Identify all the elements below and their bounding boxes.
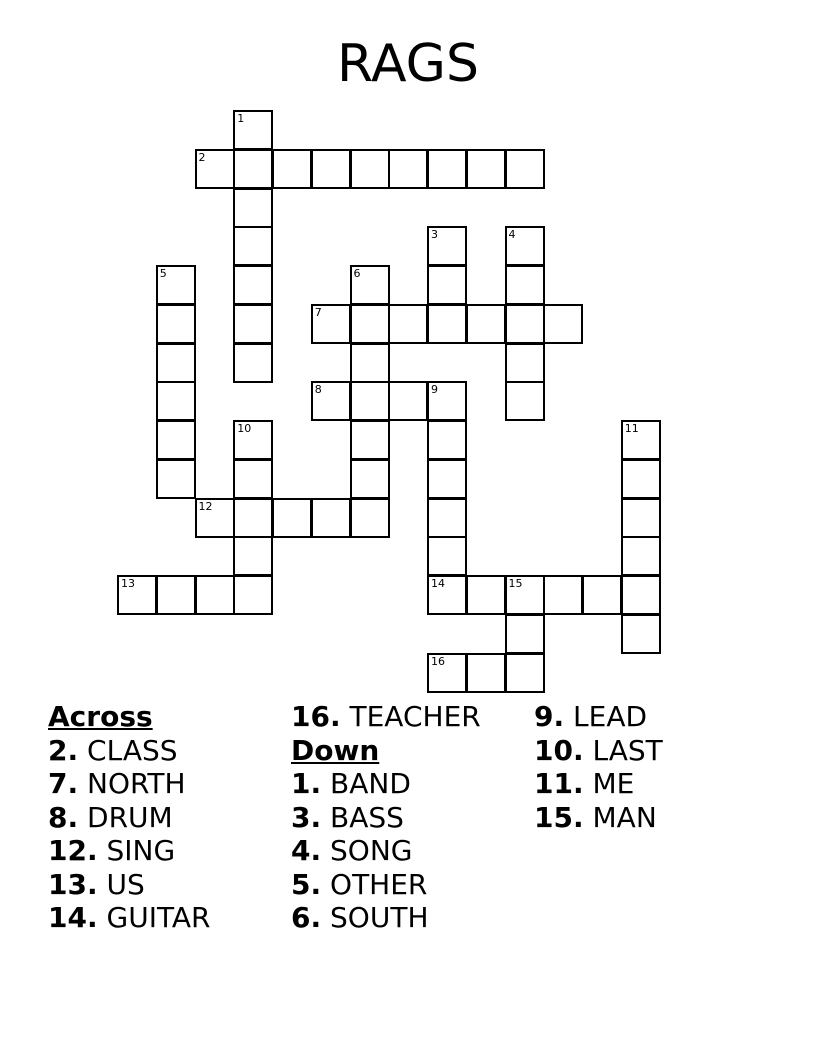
grid-cell[interactable] — [350, 420, 390, 460]
cell-number: 16 — [431, 654, 445, 668]
clue-number: 11. — [534, 767, 584, 800]
clue-across-7 — [48, 767, 288, 801]
clue-text: BAND — [330, 767, 411, 800]
grid-cell[interactable] — [233, 536, 273, 576]
grid-cell[interactable] — [505, 265, 545, 305]
clue-column-2 — [291, 700, 531, 935]
grid-cell[interactable] — [156, 420, 196, 460]
grid-cell[interactable] — [388, 381, 428, 421]
cell-number: 14 — [431, 577, 445, 590]
clue-down-9 — [534, 700, 774, 734]
grid-cell[interactable] — [621, 575, 661, 615]
grid-cell[interactable] — [466, 149, 506, 189]
grid-cell[interactable] — [156, 459, 196, 499]
clue-text: OTHER — [330, 867, 428, 901]
grid-cell[interactable] — [427, 304, 467, 344]
grid-cell[interactable] — [621, 614, 661, 654]
clue-text: GUITAR — [106, 901, 211, 934]
grid-cell[interactable] — [427, 575, 467, 615]
grid-cell[interactable] — [621, 498, 661, 538]
grid-cell[interactable] — [233, 459, 273, 499]
grid-cell[interactable] — [311, 304, 351, 344]
clue-text: ME — [592, 767, 635, 800]
grid-cell[interactable] — [582, 575, 622, 615]
clue-number: 2. — [48, 733, 79, 767]
clue-number: 13. — [48, 867, 98, 901]
grid-cell[interactable] — [233, 304, 273, 344]
puzzle-title: RAGS — [337, 34, 479, 94]
clue-number: 4. — [291, 834, 322, 867]
clue-text: CLASS — [87, 733, 178, 767]
grid-cell[interactable] — [427, 381, 467, 421]
cell-number: 4 — [508, 228, 516, 242]
clue-column-3 — [534, 700, 774, 834]
grid-cell[interactable] — [233, 110, 273, 150]
across-heading: Across — [48, 700, 153, 733]
clue-number: 5. — [291, 867, 322, 901]
clue-number: 10. — [534, 733, 584, 767]
grid-cell[interactable] — [505, 149, 545, 189]
cell-number: 5 — [159, 267, 167, 280]
clue-text: US — [106, 867, 145, 901]
grid-cell[interactable] — [272, 149, 312, 189]
clue-down-4 — [291, 834, 531, 868]
grid-cell[interactable] — [311, 149, 351, 189]
grid-cell[interactable] — [311, 381, 351, 421]
grid-cell[interactable] — [427, 459, 467, 499]
clue-text: BASS — [330, 800, 404, 834]
clue-text: SOUTH — [330, 901, 429, 934]
grid-cell[interactable] — [505, 343, 545, 383]
grid-cell[interactable] — [311, 498, 351, 538]
clue-text: LAST — [592, 733, 663, 767]
grid-cell[interactable] — [350, 498, 390, 538]
clue-number: 9. — [534, 700, 565, 733]
grid-cell[interactable] — [156, 381, 196, 421]
clue-down-10 — [534, 734, 774, 768]
clue-text: TEACHER — [349, 700, 481, 733]
grid-cell[interactable] — [117, 575, 157, 615]
cell-number: 6 — [353, 267, 361, 280]
clue-number: 15. — [534, 800, 584, 834]
grid-cell[interactable] — [233, 343, 273, 383]
grid-cell[interactable] — [427, 653, 467, 693]
grid-cell[interactable] — [621, 459, 661, 499]
grid-cell[interactable] — [427, 265, 467, 305]
clue-number: 3. — [291, 800, 322, 834]
grid-cell[interactable] — [233, 575, 273, 615]
down-heading: Down — [291, 733, 380, 767]
grid-cell[interactable] — [195, 149, 235, 189]
clue-across-2 — [48, 734, 288, 768]
clue-number: 6. — [291, 901, 322, 934]
grid-cell[interactable] — [505, 304, 545, 344]
grid-cell[interactable] — [272, 498, 312, 538]
grid-cell[interactable] — [233, 226, 273, 266]
cell-number: 10 — [237, 422, 252, 435]
grid-cell[interactable] — [350, 459, 390, 499]
grid-cell[interactable] — [621, 536, 661, 576]
grid-cell[interactable] — [156, 575, 196, 615]
clue-text: NORTH — [87, 767, 186, 800]
grid-cell[interactable] — [466, 575, 506, 615]
cell-number: 11 — [624, 422, 639, 435]
clue-down-15 — [534, 801, 774, 835]
grid-cell[interactable] — [350, 381, 390, 421]
clue-number: 12. — [48, 834, 98, 867]
clue-across-16 — [291, 700, 531, 734]
grid-cell[interactable] — [543, 304, 583, 344]
clue-text: DRUM — [87, 800, 173, 834]
clue-number: 8. — [48, 800, 79, 834]
clue-number: 14. — [48, 901, 98, 934]
clue-text: LEAD — [573, 700, 648, 733]
grid-cell[interactable] — [543, 575, 583, 615]
grid-cell[interactable] — [233, 420, 273, 460]
grid-cell[interactable] — [233, 149, 273, 189]
grid-cell[interactable] — [427, 149, 467, 189]
grid-cell[interactable] — [233, 188, 273, 228]
grid-cell[interactable] — [350, 265, 390, 305]
clue-down-5 — [291, 868, 531, 902]
grid-cell[interactable] — [505, 226, 545, 266]
clue-number: 1. — [291, 767, 322, 800]
grid-cell[interactable] — [505, 653, 545, 693]
grid-cell[interactable] — [466, 304, 506, 344]
cell-number: 3 — [431, 228, 438, 242]
clue-down-3 — [291, 801, 531, 835]
cell-number: 9 — [431, 383, 438, 397]
clue-across-8 — [48, 801, 288, 835]
grid-cell[interactable] — [621, 420, 661, 460]
grid-cell[interactable] — [388, 149, 428, 189]
grid-cell[interactable] — [427, 226, 467, 266]
cell-number: 15 — [508, 577, 523, 590]
cell-number: 1 — [237, 112, 245, 125]
clue-down-1 — [291, 767, 531, 801]
grid-cell[interactable] — [427, 536, 467, 576]
clue-number: 16. — [291, 700, 341, 733]
clue-across-12 — [48, 834, 288, 868]
clue-text: SONG — [330, 834, 413, 867]
cell-number: 12 — [198, 499, 213, 513]
grid-cell[interactable] — [195, 575, 235, 615]
clue-number: 7. — [48, 767, 79, 800]
grid-cell[interactable] — [156, 265, 196, 305]
grid-cell[interactable] — [195, 498, 235, 538]
grid-cell[interactable] — [350, 149, 390, 189]
clue-down-11 — [534, 767, 774, 801]
grid-cell[interactable] — [350, 343, 390, 383]
clue-across-13 — [48, 868, 288, 902]
grid-cell[interactable] — [350, 304, 390, 344]
grid-cell[interactable] — [505, 575, 545, 615]
clue-column-1 — [48, 700, 288, 935]
grid-cell[interactable] — [156, 343, 196, 383]
grid-cell[interactable] — [427, 498, 467, 538]
clue-down-6 — [291, 901, 531, 935]
grid-cell[interactable] — [233, 265, 273, 305]
grid-cell[interactable] — [233, 498, 273, 538]
grid-cell[interactable] — [505, 614, 545, 654]
clue-across-14 — [48, 901, 288, 935]
clue-text: SING — [106, 834, 176, 867]
grid-cell[interactable] — [156, 304, 196, 344]
cell-number: 13 — [121, 577, 135, 590]
grid-cell[interactable] — [505, 381, 545, 421]
grid-cell[interactable] — [466, 653, 506, 693]
cell-number: 8 — [314, 383, 322, 397]
grid-cell[interactable] — [388, 304, 428, 344]
clue-text: MAN — [592, 800, 657, 834]
grid-cell[interactable] — [427, 420, 467, 460]
cell-number: 7 — [314, 305, 322, 319]
cell-number: 2 — [198, 150, 206, 164]
